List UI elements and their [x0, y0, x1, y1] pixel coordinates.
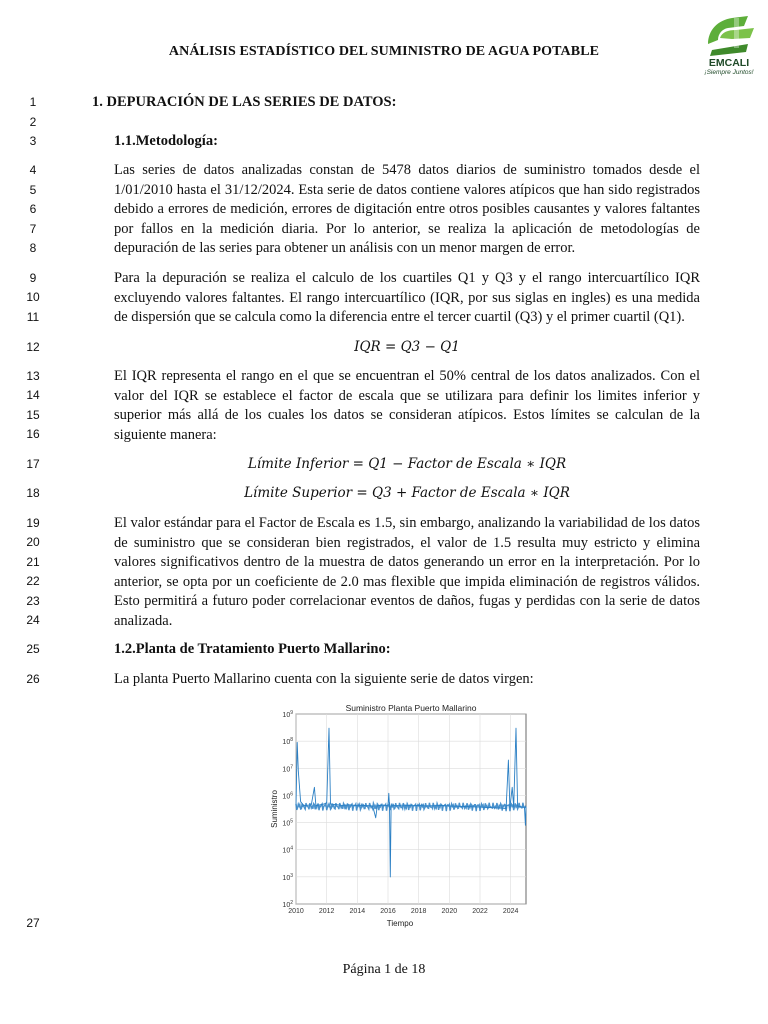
page-title: ANÁLISIS ESTADÍSTICO DEL SUMINISTRO DE AGUA POTABLE — [168, 44, 600, 59]
y-tick-label: $10^2$ — [282, 900, 293, 909]
y-tick-label: $10^3$ — [282, 872, 293, 882]
y-tick-label: $10^8$ — [282, 737, 293, 747]
y-axis-label: Suministro — [270, 790, 279, 828]
y-tick-label: $10^4$ — [282, 845, 293, 855]
x-tick-label: 2024 — [502, 908, 519, 915]
line-number: 10 — [26, 290, 40, 304]
equation-iqr: IQR = Q3 − Q1 — [354, 339, 460, 355]
line-number: 11 — [26, 310, 40, 324]
equation-upper-limit: Límite Superior = Q3 + Factor de Escala ∗ IQR — [244, 485, 570, 501]
line-number: 20 — [26, 535, 40, 549]
line-number: 8 — [29, 241, 37, 255]
x-tick-label: 2012 — [318, 908, 335, 915]
line-number: 22 — [26, 574, 40, 588]
line-number: 16 — [26, 427, 40, 441]
y-tick-label: $10^7$ — [282, 764, 293, 774]
line-number: 4 — [29, 163, 37, 177]
line-number: 6 — [29, 202, 37, 216]
x-axis-label: Tiempo — [386, 919, 414, 928]
equation-lower-limit: Límite Inferior = Q1 − Factor de Escala ∗ IQR — [247, 456, 567, 472]
logo-slogan: ¡Siempre Juntos! — [704, 69, 754, 76]
paragraph: Para la depuración se realiza el calculo de los cuartiles Q1 y Q3 y el rango intercuartílico IQR excluyendo valores faltantes. El rango intercuartílico (IQR, por sus siglas en ingles) es una medida de dispersión que se calcula como la diferencia entre el tercer cuartil (Q3) y el primer cuartil (Q1). — [114, 270, 700, 326]
x-tick-label: 2018 — [410, 908, 427, 915]
emcali-logo-mark — [698, 10, 760, 58]
line-number: 12 — [26, 340, 40, 354]
x-tick-label: 2016 — [380, 908, 396, 915]
y-tick-label: $10^9$ — [282, 710, 293, 719]
x-tick-label: 2014 — [349, 908, 366, 915]
x-tick-label: 2020 — [441, 908, 458, 915]
line-number: 21 — [26, 555, 40, 569]
line-number: 25 — [26, 642, 40, 656]
line-number: 18 — [26, 486, 40, 500]
paragraph: Las series de datos analizadas constan de 5478 datos diarios de suministro tomados desde el 1/01/2010 hasta el 31/12/2024. Esta serie de datos contiene valores atípicos que han sido registrados debido a errores de medición, errores de digitación entre otros posibles causantes y valores faltantes por fallos en la medición diaria. Por lo anterior, se realiza la aplicación de metodologías de depuración de las series para obtener un análisis con un menor margen de error. — [114, 162, 700, 257]
supply-chart — [268, 700, 530, 932]
chart-figure — [268, 700, 530, 932]
line-number: 15 — [26, 408, 40, 422]
line-number: 17 — [26, 457, 40, 471]
y-tick-label: $10^5$ — [282, 818, 293, 828]
paragraph: El IQR representa el rango en el que se encuentran el 50% central de los datos analizados. Con el valor del IQR se establece el factor de escala que se utilizara para definir los limites inferior y superior más allá de los cuales los datos se consideran atípicos. Estos límites se calculan de la siguiente manera: — [114, 368, 700, 443]
line-number: 7 — [29, 222, 37, 236]
page-footer: Página 1 de 18 — [342, 962, 426, 977]
chart-title: Suministro Planta Puerto Mallarino — [345, 703, 477, 713]
line-number: 3 — [29, 134, 37, 148]
line-number: 5 — [29, 183, 37, 197]
line-number: 27 — [26, 916, 40, 930]
subsection-heading: 1.1.Metodología: — [114, 133, 218, 149]
x-tick-label: 2022 — [472, 908, 488, 915]
section-heading: 1. DEPURACIÓN DE LAS SERIES DE DATOS: — [92, 94, 397, 110]
line-number: 19 — [26, 516, 40, 530]
subsection-heading: 1.2.Planta de Tratamiento Puerto Mallarino: — [114, 641, 391, 657]
y-tick-label: $10^6$ — [282, 791, 293, 801]
emcali-logo — [698, 10, 760, 76]
line-number: 2 — [29, 115, 37, 129]
line-number: 9 — [29, 271, 37, 285]
line-number: 1 — [29, 95, 37, 109]
logo-name: EMCALI — [708, 57, 750, 69]
line-number: 14 — [26, 388, 40, 402]
line-number: 24 — [26, 613, 40, 627]
paragraph: La planta Puerto Mallarino cuenta con la siguiente serie de datos virgen: — [114, 671, 534, 687]
line-number: 13 — [26, 369, 40, 383]
paragraph: El valor estándar para el Factor de Escala es 1.5, sin embargo, analizando la variabilidad de los datos de suministro que se consideran bien registrados, el valor de 1.5 resulta muy estricto y elimina valores significativos dentro de la muestra de datos generando un error en la interpretación. Por lo anterior, se opta por un coeficiente de 2.0 mas flexible que impida eliminación de registros válidos. Esto permitirá a futuro poder correlacionar eventos de daños, fugas y perdidas con la serie de datos analizada. — [114, 515, 700, 629]
line-number: 23 — [26, 594, 40, 608]
x-tick-label: 2010 — [288, 908, 304, 915]
line-number: 26 — [26, 672, 40, 686]
